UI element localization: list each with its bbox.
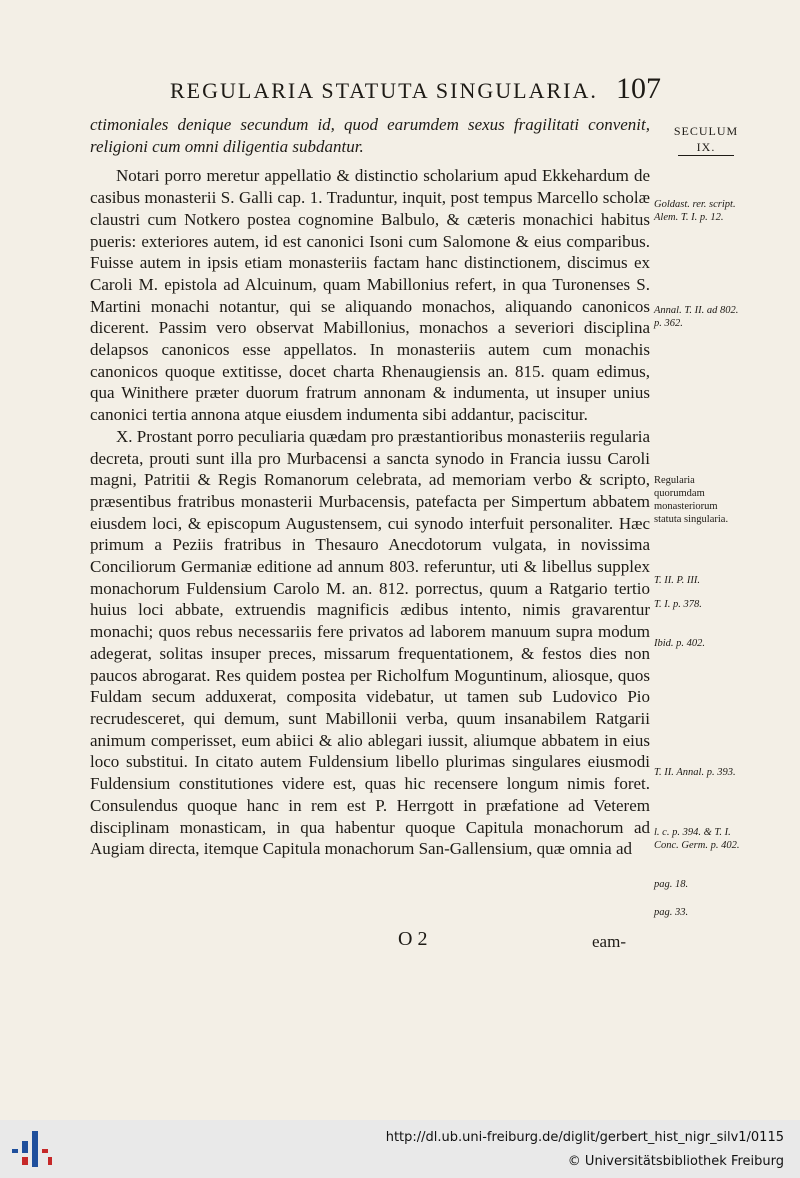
page-header: [170, 72, 670, 112]
paragraph-3: X. Prostant porro peculiaria quædam pro præstantioribus monasteriis regularia decreta, prouti sunt illa pro Murbacensi a sancta synodo in Francia iussu Caroli magni, Patritii & Regis Romanorum celebrata, ad memoriam verbo & scripto, præsentibus fratribus monasterii Murbacensis, patefacta per Simpertum abbatem eiusdem loci, & episcopum Augustensem, cui synodo interfuit personaliter. Hæc primum a Peziis fratribus in Thesauro Anecdotorum vulgata, in novissima Conciliorum Germaniæ editione ad annum 803. referuntur, uti & libellus supplex monachorum Fuldensium Carolo M. an. 812. porrectus, quum a Ratgario tertio huius loci abbate, extruendis magnificis ædibus intento, nimis gravarentur monachi; quos rebus necessariis fere privatos ad laborem manuum supra modum adegerat, solitas insuper preces, missarum frequentationem, & festos dies non paucos abrogarat. Res quidem postea per Richolfum Moguntinum, aliosque, quos Fuldam secum adduxerat, composita videbatur, ut tamen sub Ludovico Pio recrudesceret, qui demum, sunt Mabillonii verba, quum insanabilem Ratgarii animum comperisset, eum abiici & alio ablegari iussit, aliumque abbatem in eius loco substitui. In citato autem Fuldensium libello plurimas singulares eiusmodi Fuldensium constitutiones videre est, quas hic recensere longum nimis foret. Consulendus quoque hanc in rem est P. Herrgott in præfatione ad Veterem disciplinam monasticam, in qua habentur quoque Capitula monachorum ad Augiam directa, itemque Capitula monachorum San-Gallensium, quæ omnia ad: [90, 426, 650, 859]
margin-note-goldast: Goldast. rer. script. Alem. T. I. p. 12.: [654, 199, 736, 223]
viewer-footer: [0, 1120, 800, 1178]
signature-mark: O 2: [398, 928, 428, 950]
margin-note-ibid-402: Ibid. p. 402.: [654, 638, 706, 649]
paragraph-2: Notari porro meretur appellatio & distinctio scholarium apud Ekkehardum de casibus monasterii S. Galli cap. 1. Traduntur, inquit, post tempus Marcello scholæ claustri cum Notkero postea cognomine Balbulo, & cæteris monachici habitus pueris: exteriores autem, id est canonici Isoni cum Salomone & eius comparibus. Fuisse autem in ipsis etiam monasteriis factam hanc distinctionem, discimus ex Caroli M. epistola ad Alcuinum, quam Mabillonius refert, in qua Turonenses S. Martini monachi notantur, qui se aliquando monachos, aliquando canonicos dicerent. Passim vero observat Mabillonius, monachos a severiori disciplina delapsos canonicos esse appellatos. In monasteriis autem cum monachis canonicos quoque extitisse, docet charta Rhenaugiensis an. 815. quam edimus, qua Winithere præter duorum fratrum annonam & indumenta, ut insuper unius canonici tertia annona atque eiusdem indumenta sibi addantur, paciscitur.: [90, 166, 650, 425]
margin-note-annal-393: T. II. Annal. p. 393.: [654, 767, 736, 778]
seculum-label: SECULUM: [673, 124, 739, 138]
ub-freiburg-logo-icon: [10, 1129, 54, 1169]
running-title: REGULARIA STATUTA SINGULARIA.: [170, 78, 598, 103]
seculum-marker: [672, 124, 740, 156]
permalink-link[interactable]: http://dl.ub.uni-freiburg.de/diglit/gerbert_hist_nigr_silv1/0115: [385, 1130, 784, 1145]
margin-note-pag-33: pag. 33.: [654, 907, 689, 918]
margin-note-t1-p378: T. I. p. 378.: [654, 599, 702, 610]
margin-note-conc-germ: l. c. p. 394. & T. I. Conc. Germ. p. 402.: [654, 827, 740, 851]
margin-note-pag-18: pag. 18.: [654, 879, 689, 890]
margin-note-regularia: Regularia quorumdam monasteriorum statuta singularia.: [654, 475, 729, 525]
margin-note-annal-362: Annal. T. II. ad 802. p. 362.: [654, 305, 739, 329]
margin-note-t2-p3: T. II. P. III.: [654, 575, 700, 586]
main-text: [90, 114, 650, 860]
copyright-credit: © Universitätsbibliothek Freiburg: [567, 1154, 784, 1169]
page-number: 107: [616, 72, 661, 105]
catchword: eam-: [592, 932, 626, 951]
seculum-numeral: IX.: [678, 140, 734, 156]
paragraph-1: ctimoniales denique secundum id, quod earumdem sexus fragilitati convenit, religioni cum omni diligentia subdantur.: [90, 115, 650, 156]
